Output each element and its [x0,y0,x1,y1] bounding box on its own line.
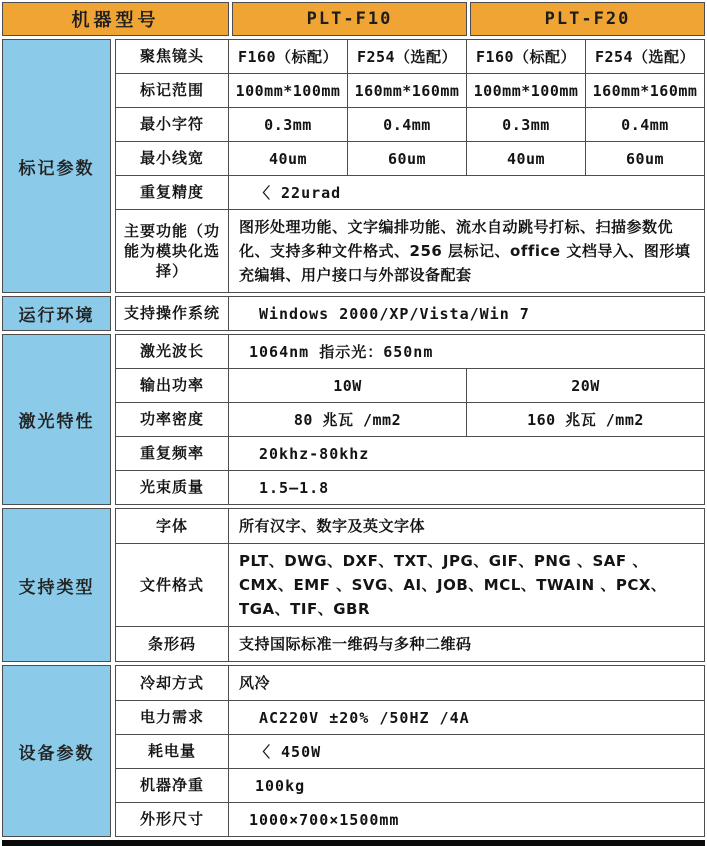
section-supported-types [2,508,705,662]
table-row [115,735,704,769]
spec-value: 60um [586,142,705,176]
row-label: 耗电量 [115,735,228,769]
row-label: 字体 [115,509,228,544]
table-row [116,176,705,210]
table-row [115,803,704,837]
group-label-operating-env: 运行环境 [2,296,111,331]
row-label: 功率密度 [116,403,229,437]
section-laser-specs [2,334,705,505]
spec-value: 10W [229,369,467,403]
spec-value: 1064nm 指示光：650nm [229,335,705,369]
spec-table-laser-specs [115,334,705,505]
spec-value: 160mm*160mm [348,74,467,108]
header-model-plt-f10: PLT-F10 [232,2,467,36]
spec-value: 100mm*100mm [229,74,348,108]
spec-value: PLT、DWG、DXF、TXT、JPG、GIF、PNG 、SAF 、CMX、EMF 、SVG、AI、JOB、MCL、TWAIN 、PCX、TGA、TIF、GBR [228,544,704,627]
row-label: 支持操作系统 [115,297,228,331]
row-label: 最小字符 [116,108,229,142]
table-row [116,74,705,108]
spec-value: 160 兆瓦 /mm2 [467,403,705,437]
spec-value: 0.4mm [348,108,467,142]
spec-value: 0.3mm [229,108,348,142]
group-label-laser-specs: 激光特性 [2,334,111,505]
header-row [2,2,705,36]
spec-value: 风冷 [228,666,704,701]
row-label: 光束质量 [116,471,229,505]
table-row [115,666,704,701]
spec-value: F254（选配） [348,40,467,74]
table-row [116,471,705,505]
table-row [116,437,705,471]
spec-value: 1000×700×1500mm [228,803,704,837]
spec-value: F160（标配） [467,40,586,74]
row-label: 主要功能（功能为模块化选择） [116,210,229,293]
table-row [115,509,704,544]
group-label-marking-params: 标记参数 [2,39,111,293]
table-row [115,297,704,331]
row-label: 重复精度 [116,176,229,210]
row-label: 激光波长 [116,335,229,369]
row-label: 重复频率 [116,437,229,471]
spec-value: AC220V ±20% /50HZ /4A [228,701,704,735]
spec-value: 20khz-80khz [229,437,705,471]
row-label: 最小线宽 [116,142,229,176]
spec-value: Windows 2000/XP/Vista/Win 7 [228,297,704,331]
row-label: 文件格式 [115,544,228,627]
table-row [115,627,704,662]
spec-value: 60um [348,142,467,176]
spec-value: 所有汉字、数字及英文字体 [228,509,704,544]
spec-value: 40um [467,142,586,176]
table-row [116,369,705,403]
table-row [116,142,705,176]
table-row [116,403,705,437]
row-label: 标记范围 [116,74,229,108]
row-label: 条形码 [115,627,228,662]
row-label: 电力需求 [115,701,228,735]
spec-value: 160mm*160mm [586,74,705,108]
spec-value: 1.5—1.8 [229,471,705,505]
table-row [116,40,705,74]
spec-value: 0.4mm [586,108,705,142]
spec-value: 0.3mm [467,108,586,142]
row-label: 输出功率 [116,369,229,403]
spec-value: F160（标配） [229,40,348,74]
row-label: 机器净重 [115,769,228,803]
spec-value: 100mm*100mm [467,74,586,108]
row-label: 外形尺寸 [115,803,228,837]
spec-value: 20W [467,369,705,403]
spec-table-device-params [115,665,705,837]
table-row [115,769,704,803]
spec-value: 〈 450W [228,735,704,769]
spec-value: 图形处理功能、文字编排功能、流水自动跳号打标、扫描参数优化、支持多种文件格式、256 层标记、office 文档导入、图形填充编辑、用户接口与外部设备配套 [229,210,705,293]
spec-value: 支持国际标准一维码与多种二维码 [228,627,704,662]
spec-value: F254（选配） [586,40,705,74]
group-label-supported-types: 支持类型 [2,508,111,662]
row-label: 冷却方式 [115,666,228,701]
table-row [116,210,705,293]
table-row [115,544,704,627]
row-label: 聚焦镜头 [116,40,229,74]
table-row [115,701,704,735]
spec-table-operating-env [115,296,705,331]
header-model-label: 机器型号 [2,2,229,36]
table-row [116,335,705,369]
spec-value: 40um [229,142,348,176]
section-marking-params [2,39,705,293]
spec-table-marking-params [115,39,705,293]
table-row [116,108,705,142]
spec-value: 100kg [228,769,704,803]
spec-table-supported-types [115,508,705,662]
group-label-device-params: 设备参数 [2,665,111,837]
section-operating-env [2,296,705,331]
section-device-params [2,665,705,837]
spec-value: 〈 22urad [229,176,705,210]
header-model-plt-f20: PLT-F20 [470,2,705,36]
bottom-border-bar [2,840,705,846]
spec-value: 80 兆瓦 /mm2 [229,403,467,437]
